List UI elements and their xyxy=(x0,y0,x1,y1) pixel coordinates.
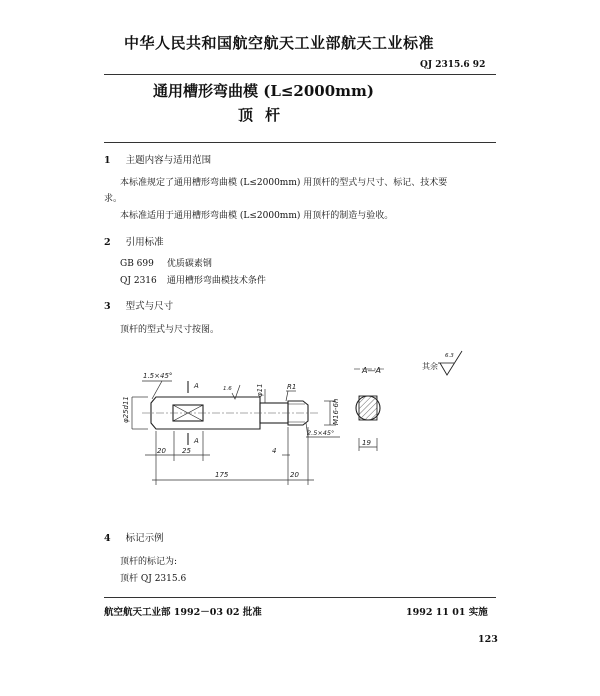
section-1-heading xyxy=(104,152,211,166)
section-number: 2 xyxy=(104,237,111,248)
reference-title: 通用槽形弯曲模技术条件 xyxy=(166,276,266,286)
approval-statement: 航空航天工业部 1992－03 02 批准 xyxy=(104,607,262,618)
section-number: 1 xyxy=(104,155,111,166)
section-4-heading xyxy=(104,530,164,544)
radius-label: R1 xyxy=(287,383,297,391)
dim-19-label: 19 xyxy=(362,439,371,447)
section-title: 引用标准 xyxy=(125,237,164,248)
document-title: 通用槽形弯曲模 (L≤2000mm) xyxy=(153,82,375,100)
ejector-pin-drawing xyxy=(100,345,500,495)
section-1-paragraph-2: 本标准适用于通用槽形弯曲模 (L≤2000mm) 用顶杆的制造与验收。 xyxy=(120,211,394,221)
section-title: 主题内容与适用范围 xyxy=(125,155,212,166)
header-rule xyxy=(104,74,496,75)
section-title: 型式与尺寸 xyxy=(125,301,174,312)
reference-code: GB 699 xyxy=(120,259,154,269)
dim-20r-label: 20 xyxy=(290,471,299,479)
thread-label: M16-6h xyxy=(332,398,340,425)
section-number: 4 xyxy=(104,533,111,544)
reference-code: QJ 2316 xyxy=(120,276,157,286)
section-3-text: 顶杆的型式与尺寸按图。 xyxy=(120,325,220,335)
dim-4-label: 4 xyxy=(272,447,277,455)
standard-number: QJ 2315.6 92 xyxy=(420,60,486,70)
section-mark-bottom: A xyxy=(194,437,199,445)
page-number: 123 xyxy=(478,634,498,645)
section-1-paragraph-1-cont: 求。 xyxy=(104,194,123,204)
footer-rule xyxy=(104,597,496,598)
effective-date: 1992 11 01 实施 xyxy=(406,607,488,618)
section-title: 标记示例 xyxy=(125,533,164,544)
dim-175-label: 175 xyxy=(215,471,229,479)
title-rule xyxy=(104,142,496,143)
neck-diameter-label: φ11 xyxy=(256,383,264,397)
section-1-paragraph-1: 本标准规定了通用槽形弯曲模 (L≤2000mm) 用顶杆的型式与尺寸、标记、技术要 xyxy=(120,178,448,188)
chamfer-right-label: 2.5×45° xyxy=(307,429,335,437)
reference-title: 优质碳素钢 xyxy=(166,259,212,269)
section-2-heading xyxy=(104,234,164,248)
roughness-rest-value: 6.3 xyxy=(445,353,454,359)
marking-example-intro: 顶杆的标记为: xyxy=(120,557,178,567)
section-3-heading xyxy=(104,298,173,312)
roughness-small-label: 1.6 xyxy=(223,386,232,392)
section-mark-top: A xyxy=(194,382,199,390)
body-diameter-label: φ25d11 xyxy=(122,396,130,423)
dim-25-label: 25 xyxy=(182,447,191,455)
reference-item xyxy=(120,273,266,286)
document-subtitle: 顶杆 xyxy=(238,106,293,124)
reference-item xyxy=(120,256,212,269)
section-number: 3 xyxy=(104,301,111,312)
chamfer-left-label: 1.5×45° xyxy=(143,372,173,380)
issuing-authority: 中华人民共和国航空航天工业部航天工业标准 xyxy=(124,34,435,52)
dim-20-label: 20 xyxy=(157,447,166,455)
marking-example: 顶杆 QJ 2315.6 xyxy=(120,574,187,584)
section-a-a-label: A—A xyxy=(362,366,381,375)
roughness-rest-label: 其余 xyxy=(422,362,438,371)
